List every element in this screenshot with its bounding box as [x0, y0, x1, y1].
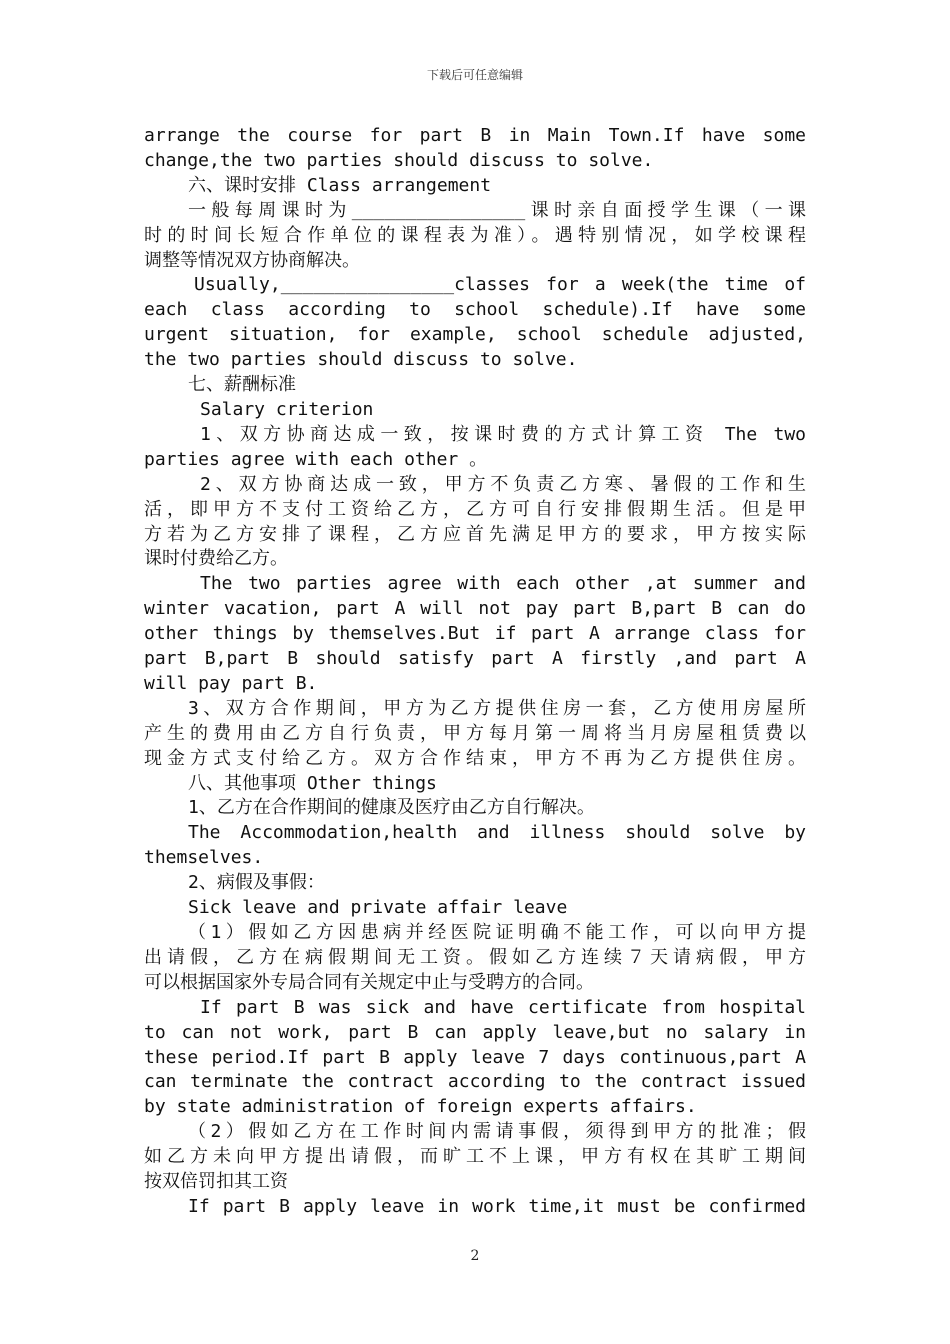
text-line: 2、病假及事假： — [188, 872, 325, 894]
text-line: 可以根据国家外专局合同有关规定中止与受聘方的合同。 — [144, 971, 594, 993]
text-line: 方若为乙方安排了课程，乙方应首先满足甲方的要求，甲方按实际 — [144, 523, 806, 545]
text-line: 按双倍罚扣其工资 — [144, 1171, 288, 1193]
text-line: will pay part B. — [144, 672, 318, 694]
text-line: 八、其他事项 Other things — [188, 772, 437, 794]
text-line: 六、课时安排 Class arrangement — [188, 174, 492, 196]
text-line: part B,part B should satisfy part A firstly ,and part A — [144, 648, 806, 670]
text-line: The Accommodation,health and illness should solve by — [188, 822, 806, 844]
text-line: If part B was sick and have certificate from hospital — [200, 996, 806, 1018]
text-line: to can not work, part B can apply leave,but no salary in — [144, 1021, 806, 1043]
text-line: 1、双方协商达成一致，按课时费的方式计算工资 The two — [200, 423, 806, 445]
text-line: 一般每周课时为________________课时亲自面授学生课（一课 — [188, 199, 806, 221]
text-line: （2）假如乙方在工作时间内需请事假，须得到甲方的批准；假 — [188, 1121, 806, 1143]
text-line: change,the two parties should discuss to solve. — [144, 149, 654, 171]
text-line: 现金方式支付给乙方。双方合作结束，甲方不再为乙方提供住房。 — [144, 747, 806, 769]
text-line: If part B apply leave in work time,it must be confirmed — [188, 1195, 806, 1217]
text-line: Sick leave and private affair leave — [188, 897, 568, 919]
text-line: 时的时间长短合作单位的课程表为准）。遇特别情况，如学校课程 — [144, 224, 806, 246]
text-line: 七、薪酬标准 — [188, 374, 296, 396]
page-number: 2 — [470, 1248, 480, 1264]
text-line: themselves. — [144, 847, 264, 869]
text-line: by state administration of foreign experts affairs. — [144, 1096, 697, 1118]
text-line: each class according to school schedule).If have some — [144, 299, 806, 321]
text-line: the two parties should discuss to solve. — [144, 349, 578, 371]
text-line: 出请假，乙方在病假期间无工资。假如乙方连续７天请病假，甲方 — [144, 946, 806, 968]
text-line: urgent situation, for example, school schedule adjusted, — [144, 324, 806, 346]
text-line: arrange the course for part B in Main Town.If have some — [144, 125, 806, 146]
text-line: 3、双方合作期间，甲方为乙方提供住房一套，乙方使用房屋所 — [188, 697, 806, 719]
page-header: 下载后可任意编辑 — [426, 68, 523, 82]
document-body — [144, 124, 806, 1220]
text-line: 课时付费给乙方。 — [144, 548, 288, 570]
text-line: these period.If part B apply leave 7 days continuous,part A — [144, 1046, 806, 1068]
text-line: Usually,________________classes for a week(the time of — [194, 274, 806, 296]
text-line: 1、乙方在合作期间的健康及医疗由乙方自行解决。 — [188, 797, 595, 819]
text-line: 如乙方未向甲方提出请假，而旷工不上课，甲方有权在其旷工期间 — [144, 1146, 806, 1168]
text-line: parties agree with each other 。 — [144, 448, 488, 470]
text-line: other things by themselves.But if part A arrange class for — [144, 623, 806, 645]
text-line: winter vacation, part A will not pay part B,part B can do — [144, 598, 806, 620]
text-line: （1）假如乙方因患病并经医院证明确不能工作，可以向甲方提 — [188, 922, 806, 943]
text-line: Salary criterion — [200, 398, 374, 420]
text-line: 产生的费用由乙方自行负责，甲方每月第一周将当月房屋租赁费以 — [144, 722, 806, 744]
text-line: 活，即甲方不支付工资给乙方，乙方可自行安排假期生活。但是甲 — [144, 498, 806, 520]
text-line: The two parties agree with each other ,at summer and — [200, 573, 806, 595]
text-line: can terminate the contract according to the contract issued — [144, 1071, 806, 1093]
text-line: 调整等情况双方协商解决。 — [144, 249, 360, 271]
text-line: 2、双方协商达成一致，甲方不负责乙方寒、暑假的工作和生 — [200, 473, 806, 495]
